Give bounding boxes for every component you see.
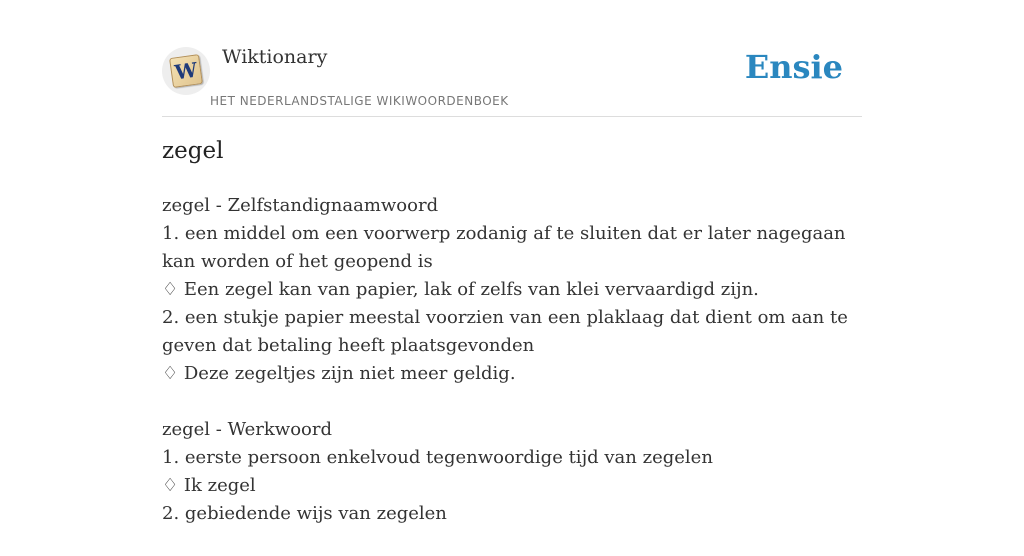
definition-line: 2. een stukje papier meestal voorzien van een plaklaag dat dient om aan te geven dat betaling heeft plaatsgevonden <box>162 307 848 356</box>
site-header <box>162 44 862 117</box>
wiktionary-logo[interactable] <box>162 47 210 95</box>
entry-heading: zegel - Zelfstandignaamwoord <box>162 195 439 216</box>
entry-noun <box>162 192 867 388</box>
example-line: ♢ Ik zegel <box>162 475 256 496</box>
example-line: ♢ Deze zegeltjes zijn niet meer geldig. <box>162 363 516 384</box>
ensie-brand-link[interactable]: Ensie <box>744 48 843 86</box>
definition-list <box>162 192 867 556</box>
definition-line: 1. eerste persoon enkelvoud tegenwoordige tijd van zegelen <box>162 447 713 468</box>
logo-tile-icon: W <box>169 54 203 88</box>
site-tagline: HET NEDERLANDSTALIGE WIKIWOORDENBOEK <box>210 94 509 108</box>
entry-heading: zegel - Werkwoord <box>162 419 332 440</box>
definition-line: 1. een middel om een voorwerp zodanig af te sluiten dat er later nagegaan kan worden of het geopend is <box>162 223 846 272</box>
page-title: zegel <box>162 138 224 164</box>
site-name[interactable]: Wiktionary <box>222 46 328 68</box>
definition-line: 2. gebiedende wijs van zegelen <box>162 503 447 524</box>
example-line: ♢ Een zegel kan van papier, lak of zelfs van klei vervaardigd zijn. <box>162 279 759 300</box>
entry-verb <box>162 416 867 528</box>
